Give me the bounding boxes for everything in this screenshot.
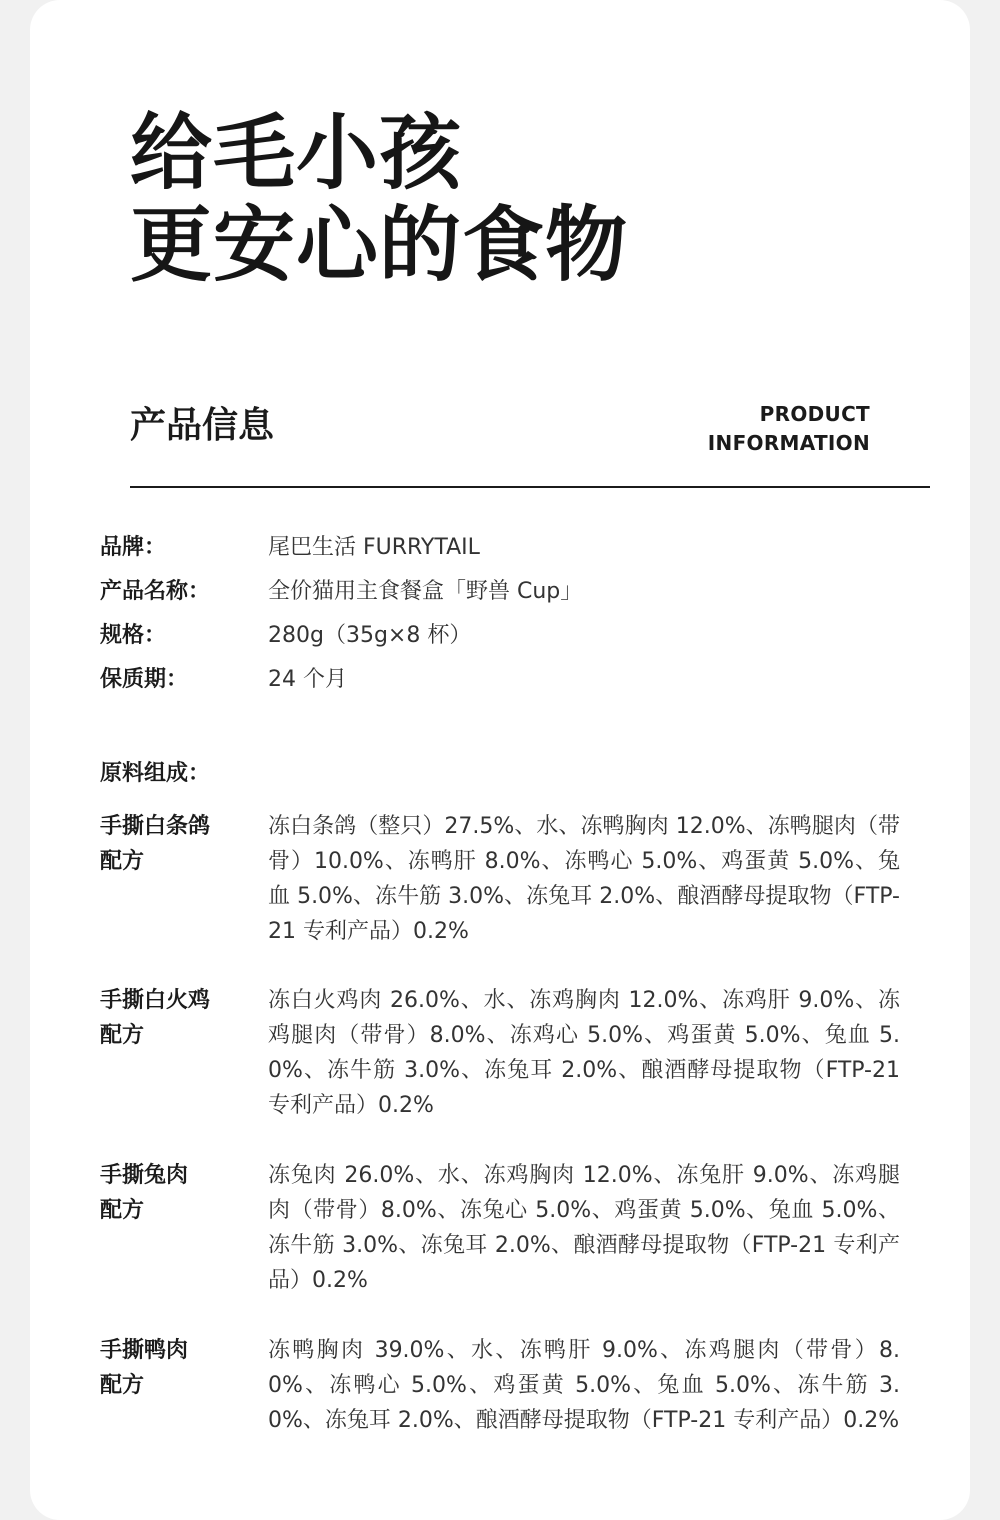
section-title: 产品信息 [130,405,275,446]
formula-name-line-2: 配方 [100,1198,145,1223]
section-title-en-line-1: PRODUCT [759,402,870,426]
section-title-en-line-2: INFORMATION [707,431,870,455]
formula-name-line-2: 配方 [100,849,145,874]
headline-line-2: 更安心的食物 [130,198,629,293]
info-row-brand [100,528,900,568]
info-label: 产品名称： [100,579,211,604]
formula-name [100,1333,250,1403]
formula-name-line-1: 手撕兔肉 [100,1163,189,1188]
formula-ingredients: 冻鸭胸肉 39.0%、水、冻鸭肝 9.0%、冻鸡腿肉（带骨）8.0%、冻鸭心 5.0%、鸡蛋黄 5.0%、兔血 5.0%、冻牛筋 3.0%、冻兔耳 2.0%、酿酒酵母提取物（FTP-21 专利产品）0.2% [268,1338,900,1433]
formula-name [100,1158,250,1228]
headline-line-1: 给毛小孩 [130,106,463,201]
info-row-shelf-life [100,660,900,700]
formula-name [100,809,250,879]
info-value: 全价猫用主食餐盒「野兽 Cup」 [268,579,583,604]
formula-ingredients: 冻白火鸡肉 26.0%、水、冻鸡胸肉 12.0%、冻鸡肝 9.0%、冻鸡腿肉（带骨）8.0%、冻鸡心 5.0%、鸡蛋黄 5.0%、兔血 5.0%、冻牛筋 3.0%、冻兔耳 2.0%、酿酒酵母提取物（FTP-21 专利产品）0.2% [268,988,900,1118]
formula-ingredients: 冻兔肉 26.0%、水、冻鸡胸肉 12.0%、冻兔肝 9.0%、冻鸡腿肉（带骨）8.0%、冻兔心 5.0%、鸡蛋黄 5.0%、兔血 5.0%、冻牛筋 3.0%、冻兔耳 2.0%、酿酒酵母提取物（FTP-21 专利产品）0.2% [268,1163,900,1293]
info-label: 品牌： [100,535,167,560]
formula-name-line-1: 手撕鸭肉 [100,1338,189,1363]
formula-name-line-2: 配方 [100,1373,145,1398]
info-label: 规格： [100,623,167,648]
headline [130,108,628,292]
formula-name [100,983,250,1053]
section-title-en [708,400,870,458]
formula-ingredients: 冻白条鸽（整只）27.5%、水、冻鸭胸肉 12.0%、冻鸭腿肉（带骨）10.0%、冻鸭肝 8.0%、冻鸭心 5.0%、鸡蛋黄 5.0%、兔血 5.0%、冻牛筋 3.0%、冻兔耳 2.0%、酿酒酵母提取物（FTP-21 专利产品）0.2% [268,814,900,944]
info-row-product-name [100,572,900,612]
info-value: 280g（35g×8 杯） [268,623,472,648]
info-value: 24 个月 [268,667,347,692]
ingredients-title: 原料组成： [100,761,211,786]
formula-name-line-1: 手撕白火鸡 [100,988,211,1013]
section-divider [130,486,930,488]
info-value: 尾巴生活 FURRYTAIL [268,535,480,560]
formula-name-line-1: 手撕白条鸽 [100,814,211,839]
info-label: 保质期： [100,667,189,692]
info-row-spec [100,616,900,656]
formula-name-line-2: 配方 [100,1023,145,1048]
